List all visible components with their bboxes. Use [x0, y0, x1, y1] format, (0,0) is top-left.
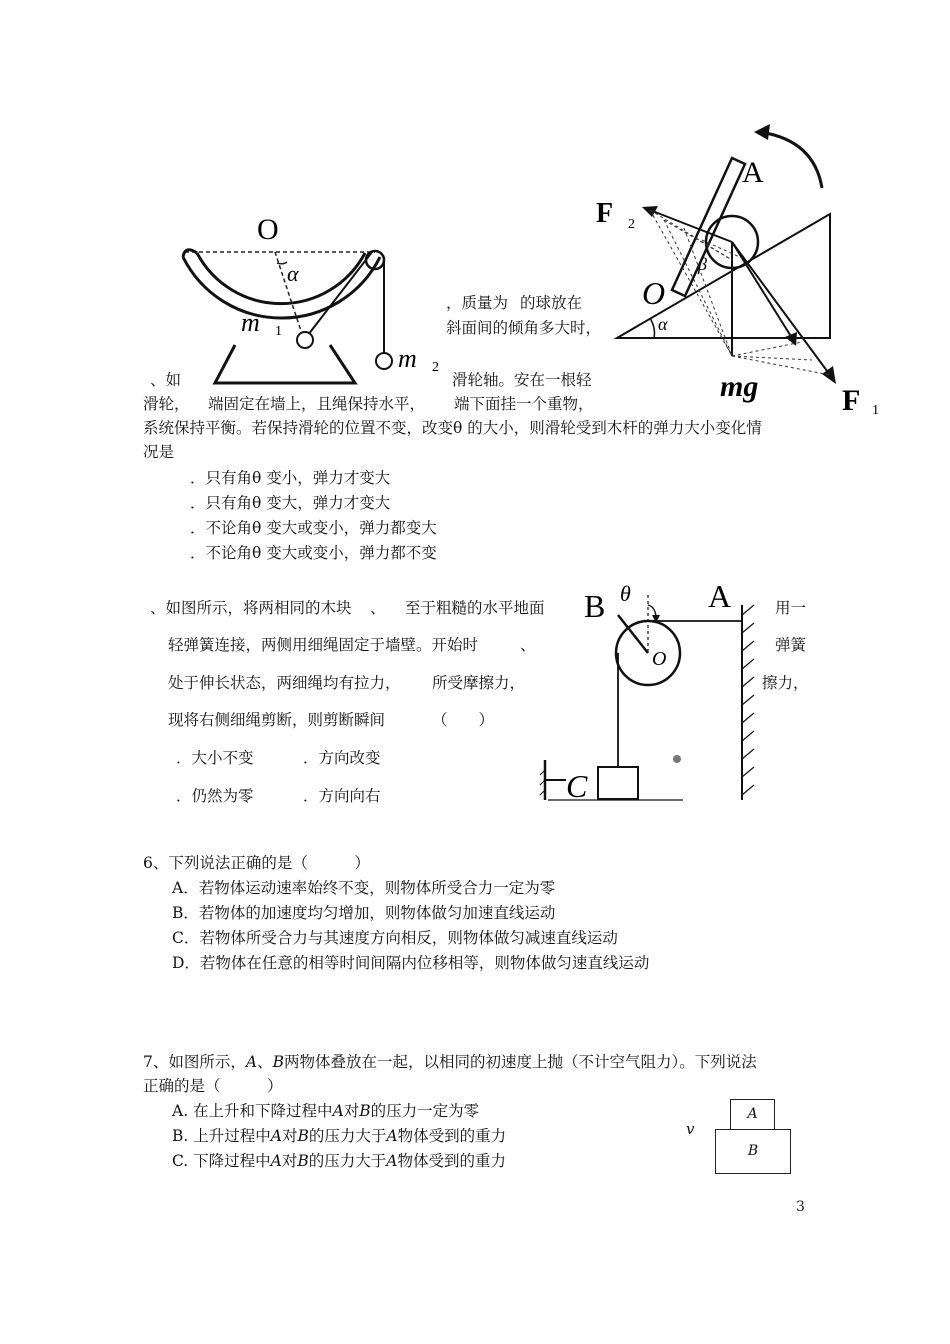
board-A [672, 158, 745, 296]
q4-option: ．只有角θ 变小，弹力才变大 [190, 469, 391, 487]
rotation-arrowhead [754, 124, 770, 140]
string-ball-pulley [308, 252, 372, 335]
q7-stem-post: 两物体叠放在一起，以相同的初速度上抛（不计空气阻力）。下列说法 [283, 1053, 757, 1071]
fragment-incline-angle: 斜面间的倾角多大时， [446, 319, 602, 337]
bowl-label-m2-sub: 2 [432, 360, 439, 375]
bowl-left-lip [183, 250, 197, 257]
q7-opt-b-pre: B. 上升过程中 [172, 1127, 271, 1145]
page-number: 3 [796, 1199, 805, 1215]
q7-opt-c-A2: A [386, 1152, 398, 1170]
fragment-ball-placed: 的球放在 [520, 294, 583, 312]
q4-line4: 况是 [143, 443, 175, 461]
pulley-label-theta: θ [620, 581, 631, 606]
pulley-label-O: O [652, 648, 667, 670]
force-F1-alt [732, 242, 792, 338]
bowl-label-m1: m [241, 308, 260, 337]
q4-option: ．只有角θ 变大，弹力才变大 [190, 494, 391, 512]
q6-option: C．若物体所受合力与其速度方向相反，则物体做匀减速直线运动 [172, 929, 618, 947]
incline-label-F1: F [842, 384, 861, 417]
q4-option: ．不论角θ 变大或变小，弹力都变大 [190, 519, 437, 537]
pulley-label-C: C [566, 768, 588, 804]
ball-m2 [376, 353, 392, 369]
fragment-fixed-wall: 端固定在墙上，且绳保持水平， [208, 395, 426, 413]
ball-m1 [297, 332, 313, 348]
pulley-label-B: B [584, 588, 606, 624]
q5-option: ．方向向右 [303, 787, 381, 805]
incline-label-beta: β [698, 254, 707, 274]
q6-option: A．若物体运动速率始终不变，则物体所受合力一定为零 [172, 879, 556, 897]
q5-line1: 、如图所示，将两相同的木块 [150, 599, 352, 617]
rotation-arrow [760, 132, 822, 188]
q4-option: ．不论角θ 变大或变小，弹力都不变 [190, 544, 437, 562]
block-B [715, 1129, 791, 1174]
q7-opt-b-dui: 对 [281, 1127, 298, 1145]
q5-line3-cont: 所受摩擦力， [432, 674, 526, 692]
q7-opt-c-pre: C. 下降过程中 [172, 1152, 271, 1170]
q6-option: B．若物体的加速度均匀增加，则物体做匀加速直线运动 [172, 904, 556, 922]
pulley-label-A: A [708, 578, 732, 614]
incline-label-alpha: α [658, 314, 668, 334]
blocks-label-v: v [686, 1120, 695, 1138]
q5-line3-right: 擦力， [762, 674, 809, 692]
bowl-label-m2: m [398, 344, 417, 373]
q4-line3: 系统保持平衡。若保持滑轮的位置不变，改变θ 的大小，则滑轮受到木杆的弹力大小变化情 [143, 419, 762, 437]
q7-opt-a-post: 的压力一定为零 [370, 1102, 480, 1120]
q7-opt-b-post: 物体受到的重力 [397, 1127, 507, 1145]
q7-opt-b-A2: A [386, 1127, 398, 1145]
fragment-pulley-axle: 滑轮轴。安在一根轻 [452, 371, 592, 389]
q7-stem-pre: 7、如图所示， [143, 1053, 246, 1071]
q7-stem-sep: 、 [257, 1053, 273, 1071]
block-A [730, 1099, 775, 1131]
q5-line2-sep: 、 [520, 636, 536, 654]
q5-line4: 现将右侧细绳剪断，则剪断瞬间 [168, 711, 386, 729]
q7-opt-a-A: A [332, 1102, 344, 1120]
incline-label-A: A [742, 156, 764, 189]
q7-opt-c-mid: 的压力大于 [308, 1152, 387, 1170]
q7-opt-c-post: 物体受到的重力 [397, 1152, 507, 1170]
q7-option-a [172, 1101, 479, 1121]
q5-line1-cont: 至于粗糙的水平地面 [405, 599, 545, 617]
q7-opt-b-A: A [270, 1127, 282, 1145]
block-A-label: A [747, 1106, 758, 1122]
q7-stem-line2: 正确的是（ ） [143, 1077, 283, 1095]
bowl-inner [197, 253, 365, 304]
q5-line3: 处于伸长状态，两细绳均有拉力， [168, 674, 401, 692]
incline-label-F1-sub: 1 [872, 403, 879, 418]
force-F1-line [732, 242, 830, 375]
incline-label-F2: F [596, 198, 614, 229]
wall-hatch [742, 605, 754, 795]
q5-answer-paren: （ ） [432, 711, 495, 729]
bowl-stand [215, 345, 355, 383]
q7-opt-c-B: B [297, 1152, 309, 1170]
incline-label-mg: mg [720, 370, 759, 403]
incline-force-figure [592, 120, 892, 420]
alpha-arc-incline [650, 318, 655, 338]
bowl-label-m1-sub: 1 [275, 324, 282, 339]
q7-stem-line1 [143, 1052, 757, 1072]
q7-opt-a-dui: 对 [343, 1102, 360, 1120]
incline-label-F2-sub: 2 [628, 217, 635, 232]
bowl-label-O: O [257, 213, 279, 246]
q5-line2: 轻弹簧连接，两侧用细绳固定于墙壁。开始时 [168, 636, 479, 654]
q6-stem: 6、下列说法正确的是（ ） [143, 854, 370, 872]
weight-box [598, 767, 638, 799]
q5-option: ．大小不变 [176, 749, 254, 767]
fragment-ru: 、如 [150, 371, 182, 389]
fragment-mass: ，质量为 [446, 294, 509, 312]
q7-opt-a-B: B [359, 1102, 371, 1120]
bowl-outer [183, 257, 380, 318]
q7-opt-b-B: B [297, 1127, 309, 1145]
incline-label-O: O [642, 275, 666, 311]
q5-line1-right: 用一 [775, 599, 807, 617]
q7-stem-A: A [245, 1053, 258, 1071]
q5-line1-sep: 、 [370, 599, 386, 617]
block-B-label: B [747, 1143, 759, 1159]
q7-opt-b-mid: 的压力大于 [308, 1127, 387, 1145]
q7-opt-c-A: A [270, 1152, 282, 1170]
q7-opt-a-pre: A. 在上升和下降过程中 [172, 1102, 333, 1120]
q5-line2-right: 弹簧 [775, 636, 807, 654]
q7-option-c [172, 1151, 506, 1171]
fragment-hang-weight: 端下面挂一个重物， [454, 395, 594, 413]
q5-option: ．方向改变 [303, 749, 381, 767]
fragment-pulley: 滑轮， [143, 395, 190, 413]
q6-option: D．若物体在任意的相等时间间隔内位移相等，则物体做匀速直线运动 [172, 954, 650, 972]
q7-option-b [172, 1126, 506, 1146]
q5-option: ．仍然为零 [176, 787, 254, 805]
q7-stem-B: B [272, 1053, 284, 1071]
bowl-label-alpha: α [287, 261, 299, 286]
q7-opt-c-dui: 对 [281, 1152, 298, 1170]
smudge [673, 755, 681, 763]
bowl-pulley-figure [165, 205, 455, 395]
